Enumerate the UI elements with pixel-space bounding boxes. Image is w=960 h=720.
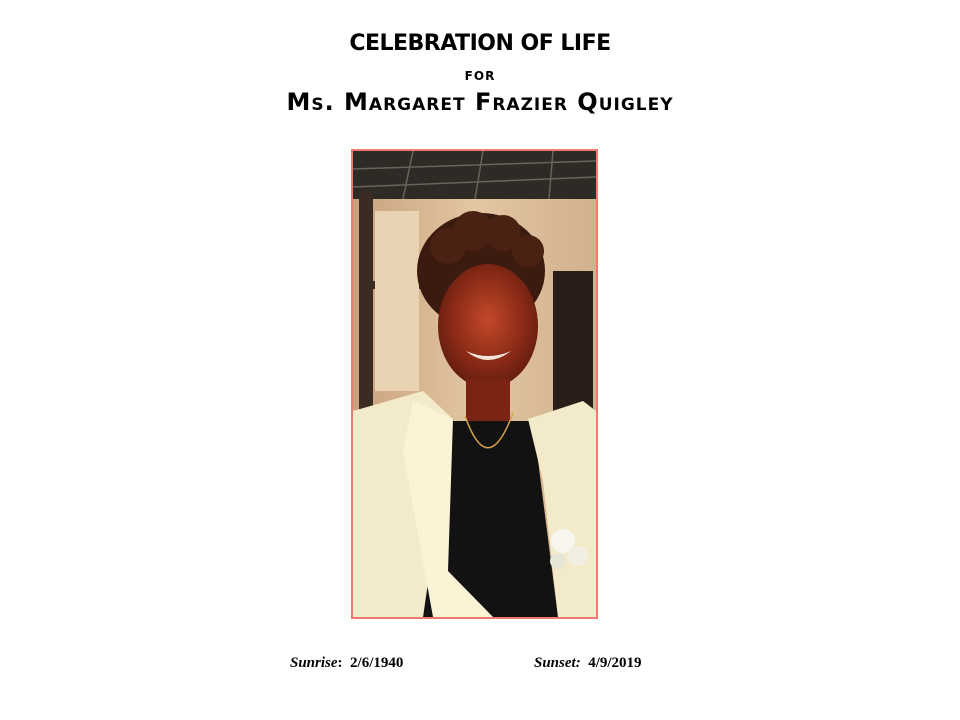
sunset-date (534, 655, 642, 672)
portrait-photo-icon (353, 151, 596, 617)
sunrise-separator: : (337, 655, 343, 671)
honoree-name: Ms. Margaret Frazier Quigley (286, 88, 674, 116)
sunrise-date (290, 655, 403, 672)
title-connector: for (464, 65, 496, 85)
sunset-value: 4/9/2019 (588, 655, 642, 671)
portrait-photo (351, 149, 598, 619)
sunset-label: Sunset: (534, 655, 581, 671)
page-title: CELEBRATION OF LIFE (349, 31, 611, 56)
sunrise-value: 2/6/1940 (350, 655, 404, 671)
dates-row (0, 655, 960, 675)
sunrise-label: Sunrise (290, 655, 338, 671)
